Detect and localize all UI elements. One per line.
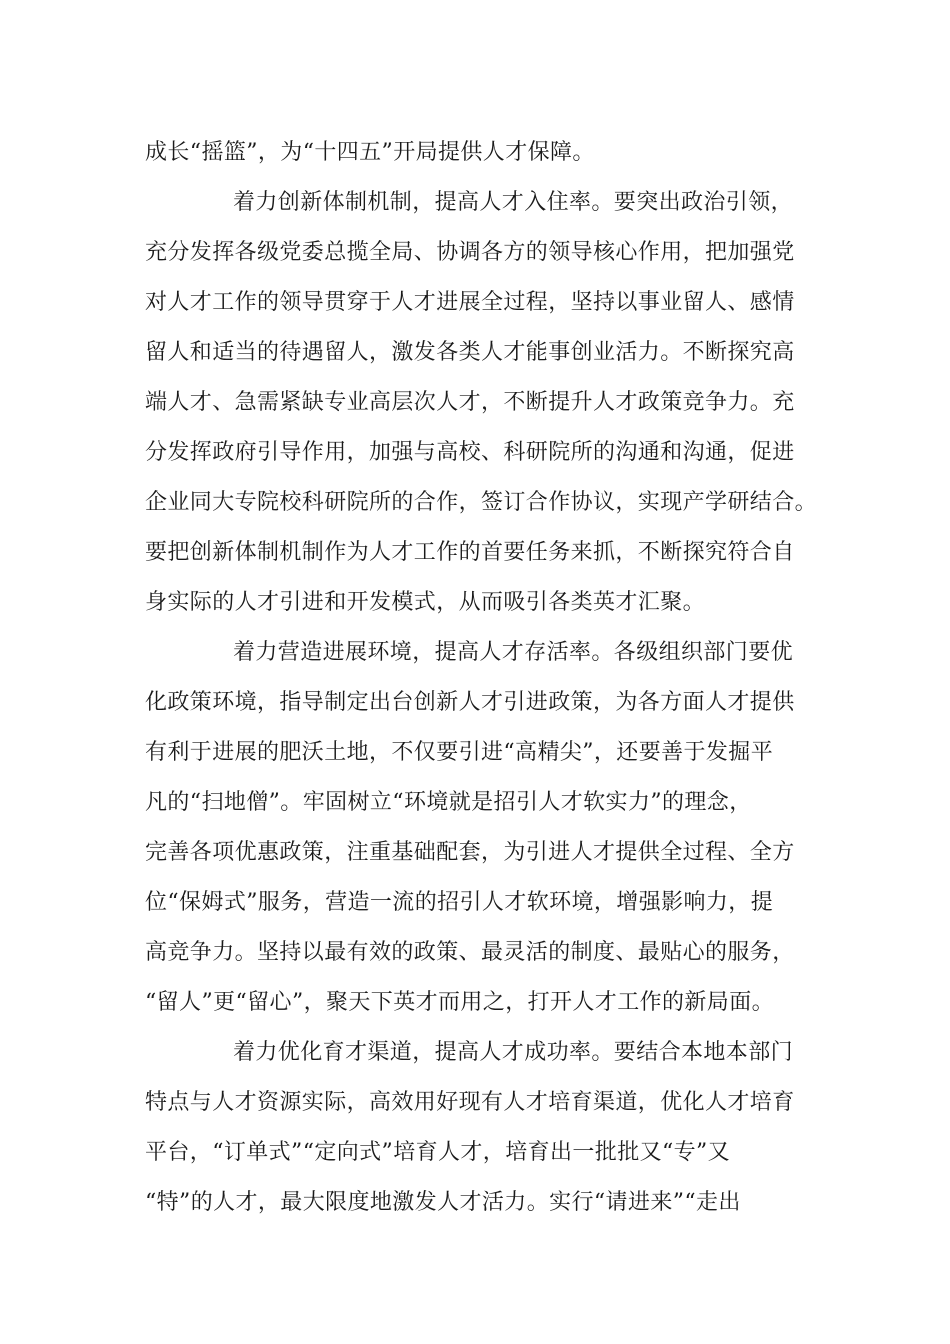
text-line: “特”的人才，最大限度地激发人才活力。实行“请进来”“走出 xyxy=(145,1190,741,1215)
text-line: 化政策环境，指导制定出台创新人才引进政策，为各方面人才提供 xyxy=(145,690,795,715)
text-line: 企业同大专院校科研院所的合作，签订合作协议，实现产学研结合。 xyxy=(145,490,818,515)
document-body xyxy=(145,128,825,1228)
text-line: 身实际的人才引进和开发模式，从而吸引各类英才汇聚。 xyxy=(145,590,706,615)
text-line: 位“保姆式”服务，营造一流的招引人才软环境，增强影响力，提 xyxy=(145,890,774,915)
text-line: 特点与人才资源实际，高效用好现有人才培育渠道，优化人才培育 xyxy=(145,1090,795,1115)
paragraph-start-line: 着力创新体制机制，提高人才入住率。要突出政治引领， xyxy=(233,190,794,215)
text-line: 对人才工作的领导贯穿于人才进展全过程，坚持以事业留人、感情 xyxy=(145,290,795,315)
text-line: 留人和适当的待遇留人，激发各类人才能事创业活力。不断探究高 xyxy=(145,340,795,365)
text-line: 有利于进展的肥沃土地，不仅要引进“高精尖”，还要善于发掘平 xyxy=(145,740,774,765)
text-line: 分发挥政府引导作用，加强与高校、科研院所的沟通和沟通，促进 xyxy=(145,440,795,465)
text-line: 充分发挥各级党委总揽全局、协调各方的领导核心作用，把加强党 xyxy=(145,240,795,265)
text-line: 高竞争力。坚持以最有效的政策、最灵活的制度、最贴心的服务， xyxy=(145,940,795,965)
paragraph-start-line: 着力营造进展环境，提高人才存活率。各级组织部门要优 xyxy=(233,640,794,665)
paragraph-start-line: 着力优化育才渠道，提高人才成功率。要结合本地本部门 xyxy=(233,1040,794,1065)
text-line: 成长“摇篮”，为“十四五”开局提供人才保障。 xyxy=(145,140,595,165)
text-line: 凡的“扫地僧”。牢固树立“环境就是招引人才软实力”的理念， xyxy=(145,790,752,815)
text-line: “留人”更“留心”，聚天下英才而用之，打开人才工作的新局面。 xyxy=(145,990,774,1015)
text-line: 端人才、急需紧缺专业高层次人才，不断提升人才政策竞争力。充 xyxy=(145,390,795,415)
text-line: 完善各项优惠政策，注重基础配套，为引进人才提供全过程、全方 xyxy=(145,840,795,865)
text-line: 要把创新体制机制作为人才工作的首要任务来抓，不断探究符合自 xyxy=(145,540,795,565)
text-line: 平台，“订单式”“定向式”培育人才，培育出一批批又“专”又 xyxy=(145,1140,731,1165)
